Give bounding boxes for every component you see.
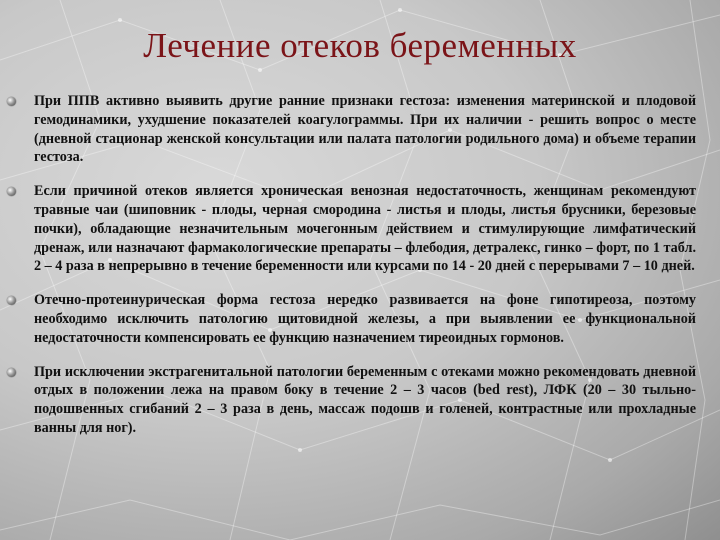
bullet-icon [7,368,16,377]
bullet-item [34,363,696,438]
bullet-icon [7,97,16,106]
bullet-text: При ППВ активно выявить другие ранние признаки гестоза: изменения материнской и плодовой гемодинамики, ухудшение показателей коагулограммы. При их наличии - решить вопрос о месте (дневной стационар женской консультации или палата патологии родильного дома) и объеме терапии гестоза. [34,93,696,166]
slide-title: Лечение отеков беременных [143,26,577,65]
bullet-text: Если причиной отеков является хроническая венозная недостаточность, женщинам рекомендуют травные чаи (шиповник - плоды, черная смородина - листья и плоды, листья брусники, березовые почки), обладающие незначительным мочегонным действием и стимулирующие лимфатический дренаж, или назначают фармакологические препараты – флебодия, детралекс, гинко – форт, по 1 табл. 2 – 4 раза в непрерывно в течение беременности или курсами по 14 - 20 дней с перерывами 7 – 10 дней. [34,183,696,275]
bullet-icon [7,296,16,305]
bullet-item [34,291,696,347]
bullet-list [0,92,720,453]
bullet-item [34,182,696,276]
bullet-text: Отечно-протеинурическая форма гестоза нередко развивается на фоне гипотиреоза, поэтому необходимо исключить патологию щитовидной железы, а при выявлении ее функциональной недостаточности компенсировать ее функцию назначением тиреоидных гормонов. [34,292,696,346]
bullet-item [34,92,696,167]
bullet-icon [7,187,16,196]
bullet-text: При исключении экстрагенитальной патологии беременным с отеками можно рекомендовать дневной отдых в положении лежа на правом боку в течение 2 – 3 часов (bed rest), ЛФК (20 – 30 тыльно-подошвенных сгибаний 2 – 3 раза в день, массаж подошв и голеней, контрастные или прохладные ванны для ног). [34,363,696,436]
